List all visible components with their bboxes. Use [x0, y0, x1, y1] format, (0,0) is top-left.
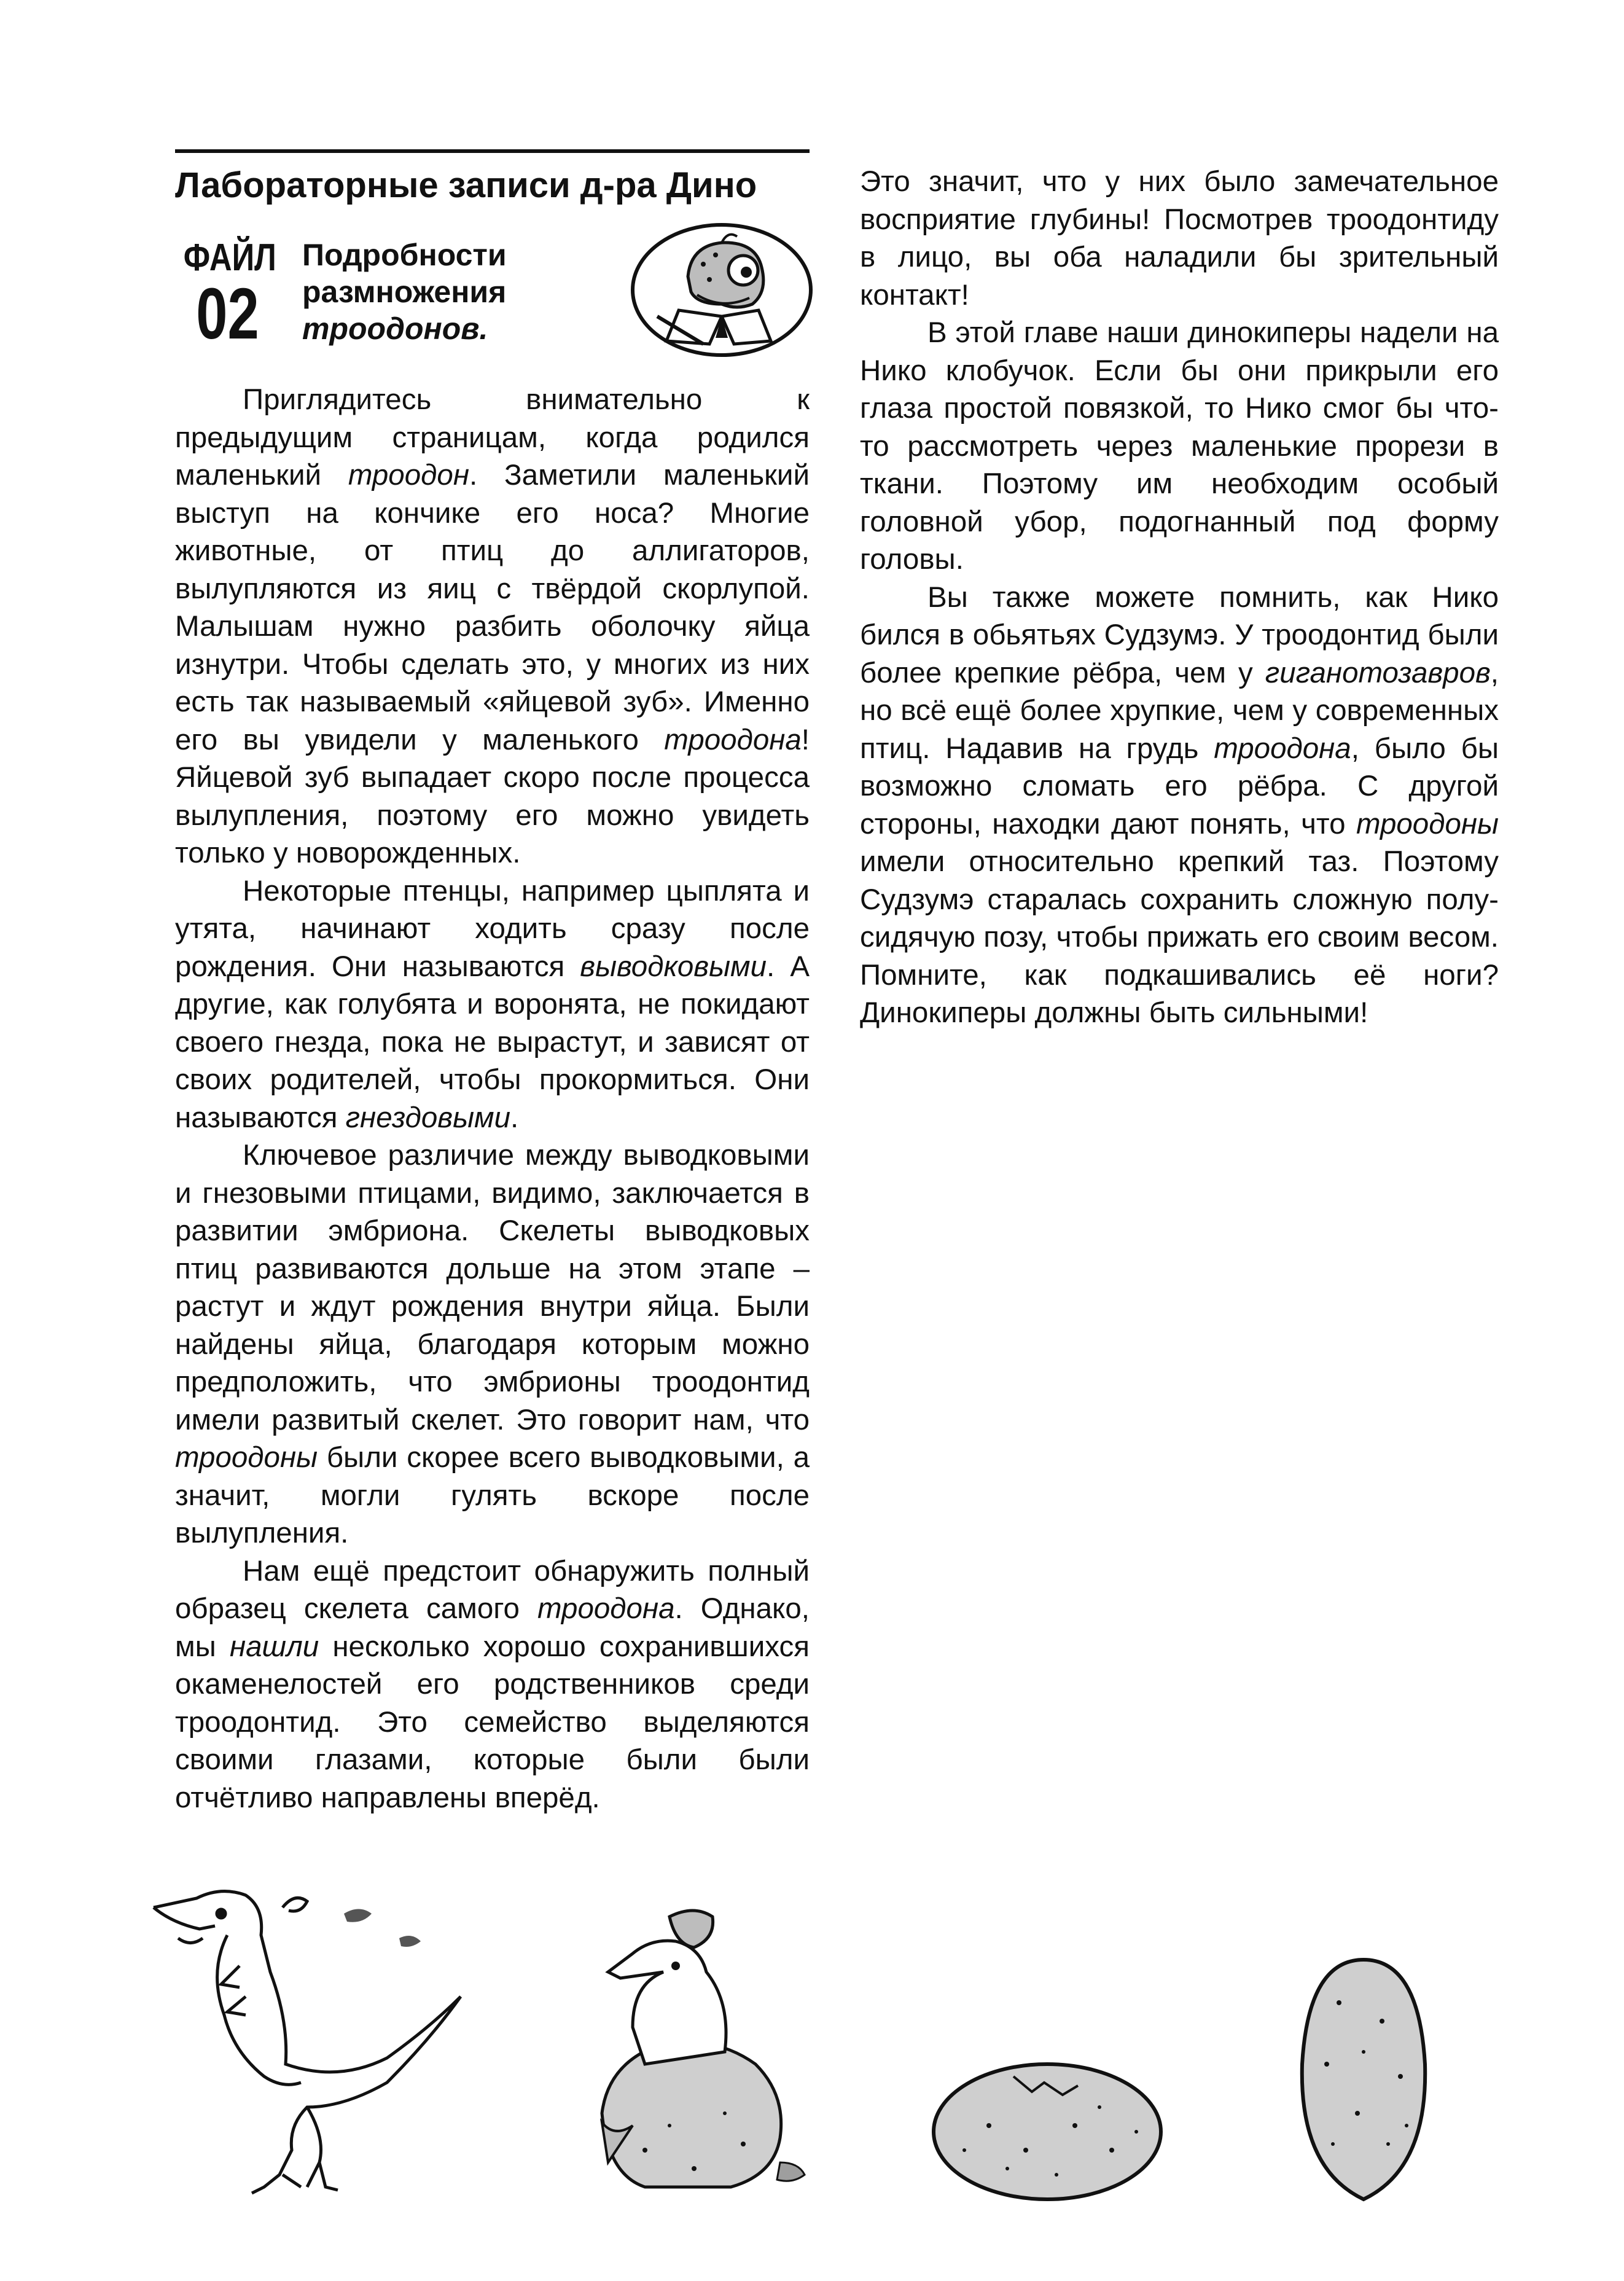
italic-term: выводковыми [580, 950, 767, 983]
right-column [860, 163, 1499, 1032]
italic-term: троодоны [175, 1441, 318, 1474]
shell-fragment [344, 1909, 421, 1947]
text-run: , но всё ещё более хрупкие, чем у современных птиц. Надавив на грудь [860, 656, 1499, 765]
file-label [174, 237, 281, 354]
text-run: Нам ещё предстоит обнаружить полный образец скелета самого [175, 1554, 810, 1625]
left-column [175, 381, 810, 1817]
header-rule [175, 149, 810, 153]
text-run: Это значит, что у них было замечательное восприятие глубины! Посмотрев троодонтиду в лицо, вы оба наладили бы зрительный контакт! [860, 165, 1499, 311]
file-number: 02 [196, 273, 259, 354]
text-run: . Однако, мы [175, 1592, 810, 1663]
text-run: имели относительно крепкий таз. Поэтому Судзумэ старалась сохранить сложную полу-сидячую позу, чтобы прижать его своим весом. Помните, как подкашивались её ноги? Динокиперы должны быть сильными! [860, 845, 1499, 1029]
text-run: Некоторые птенцы, например цыплята и утята, начинают ходить сразу после рождения. Они называются [175, 874, 810, 983]
file-title-line: Подробности [302, 238, 507, 272]
file-word: ФАЙЛ [183, 237, 276, 279]
paragraph [860, 314, 1499, 579]
file-title-line: троодонов. [302, 311, 488, 346]
text-run: . А другие, как голубята и воронята, не покидают своего гнезда, пока не вырастут, и зависят от своих родителей, чтобы прокормиться. Они называются [175, 950, 810, 1134]
paragraph [860, 579, 1499, 1032]
italic-term: гиганотозавров [1265, 656, 1491, 689]
text-run: были скорее всего выводковыми, а значит, могли гулять вскоре после вылупления. [175, 1441, 810, 1549]
dr-dino-portrait [630, 218, 814, 362]
file-title [302, 237, 560, 347]
text-run: Приглядитесь внимательно к предыдущим страницам, когда родился маленький [175, 383, 810, 491]
italic-term: троодон [348, 459, 469, 491]
paragraph [175, 872, 810, 1137]
text-run: ! Яйцевой зуб выпадает скоро после процесса вылупления, поэтому его можно увидеть только у новорожденных. [175, 723, 810, 869]
italic-term: троодона [537, 1592, 675, 1625]
upright-egg-illustration [1302, 1960, 1425, 2199]
text-run: , было бы возможно сломать его рёбра. С другой стороны, находки дают понять, что [860, 732, 1499, 840]
text-run: Вы также можете помнить, как Нико бился в обьятьях Судзумэ. У троодонтид были более крепкие рёбра, чем у [860, 581, 1499, 689]
text-run: В этой главе наши динокиперы надели на Нико клобучок. Если бы они прикрыли его глаза простой повязкой, то Нико смог бы что-то рассмотреть через маленькие прорези в ткани. Поэтому им необходим особый головной убор, подогнанный под форму головы. [860, 316, 1499, 576]
paragraph [175, 1137, 810, 1552]
text-run: Ключевое различие между выводковыми и гнезовыми птицами, видимо, заключается в развитии эмбриона. Скелеты выводковых птиц развиваются дольше на этом этапе – растут и ждут рождения внутри яйца. Были найдены яйца, благодаря которым можно предположить, что эмбрионы троодонтид имели развитый скелет. Это говорит нам, что [175, 1139, 810, 1436]
text-run: несколько хорошо сохранившихся окаменелостей его родственников среди троодонтид. Это семейство выделяются своими глазами, которые были были отчётливо направлены вперёд. [175, 1630, 810, 1814]
file-title-line: размножения [302, 275, 507, 309]
young-troodon-illustration [154, 1892, 461, 2193]
page-title: Лабораторные записи д-ра Дино [175, 165, 757, 205]
text-run: . [510, 1101, 519, 1134]
italic-term: гнездовыми [345, 1101, 511, 1134]
cracked-egg-illustration [934, 2064, 1161, 2199]
text-run: . Заметили маленький выступ на кончике его носа? Многие животные, от птиц до аллигаторов, вылупляются из яиц с твёрдой скорлупой. Малышам нужно разбить оболочку яйца изнутри. Чтобы сделать это, у многих из них есть так называемый «яйцевой зуб». Именно его вы увидели у маленького [175, 459, 810, 756]
hatching-troodon-illustration [602, 1911, 805, 2187]
italic-term: нашли [229, 1630, 319, 1663]
italic-term: троодона [1214, 732, 1351, 765]
paragraph [860, 163, 1499, 314]
italic-term: троодоны [1356, 807, 1499, 840]
italic-term: троодона [664, 723, 802, 756]
paragraph [175, 1552, 810, 1817]
bottom-illustrations [141, 1880, 1511, 2212]
paragraph [175, 381, 810, 872]
